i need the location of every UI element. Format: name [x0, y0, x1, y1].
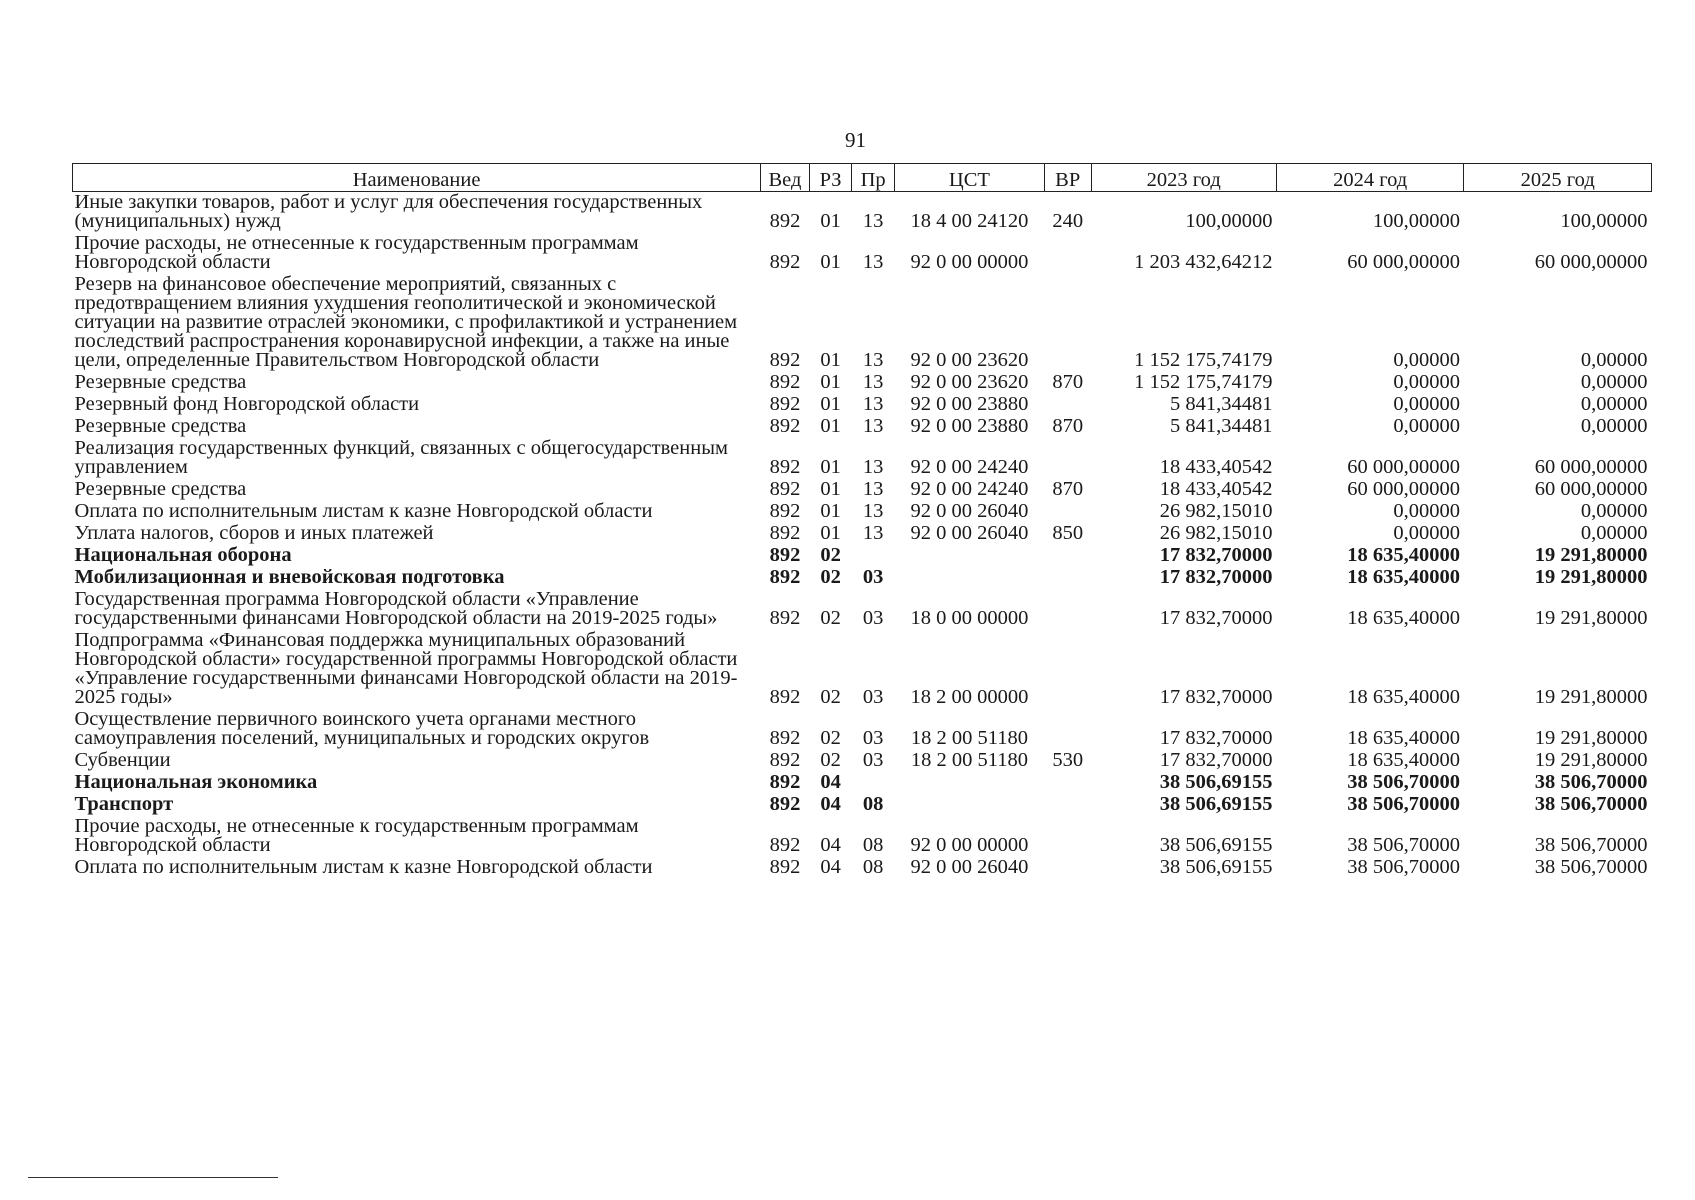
row-amount-2024: 18 635,40000 [1347, 607, 1460, 629]
row-cst: 92 0 00 26040 [910, 522, 1029, 544]
header-ved: Вед [761, 164, 810, 192]
row-amount-2023: 38 506,69155 [1159, 771, 1273, 793]
row-ved: 892 [769, 500, 801, 522]
row-amount-2024: 100,00000 [1372, 210, 1460, 232]
row-amount-2023: 17 832,70000 [1159, 727, 1273, 749]
row-vr: 870 [1052, 478, 1084, 500]
row-amount-2025: 19 291,80000 [1534, 686, 1648, 708]
row-name: Субвенции [74, 749, 171, 771]
row-amount-2024: 18 635,40000 [1347, 566, 1460, 588]
row-rz: 01 [820, 456, 841, 478]
page-number: 91 [845, 128, 866, 152]
row-rz: 02 [820, 607, 841, 629]
row-amount-2023: 38 506,69155 [1159, 856, 1273, 878]
row-amount-2025: 19 291,80000 [1534, 749, 1648, 771]
row-vr [1044, 567, 1091, 589]
row-pr: 13 [862, 251, 884, 273]
row-amount-2023: 1 152 175,74179 [1134, 349, 1273, 371]
row-amount-2025: 19 291,80000 [1534, 544, 1648, 566]
row-pr: 13 [862, 349, 884, 371]
row-cst [894, 794, 1044, 816]
table-row [73, 709, 1652, 750]
row-amount-2023: 26 982,15010 [1159, 522, 1273, 544]
row-vr [1044, 274, 1091, 372]
row-pr: 13 [862, 393, 884, 415]
table-row [73, 545, 1652, 567]
row-amount-2025: 38 506,70000 [1534, 771, 1648, 793]
row-amount-2023: 5 841,34481 [1169, 415, 1273, 437]
row-cst: 18 2 00 51180 [910, 727, 1028, 749]
table-row [73, 630, 1652, 709]
row-amount-2023: 38 506,69155 [1159, 834, 1273, 856]
row-rz: 04 [820, 771, 841, 793]
row-cst: 92 0 00 23620 [910, 349, 1029, 371]
row-amount-2024: 38 506,70000 [1347, 793, 1460, 815]
row-cst: 92 0 00 24240 [910, 456, 1029, 478]
row-vr [1044, 709, 1091, 750]
row-amount-2024: 18 635,40000 [1347, 544, 1460, 566]
row-vr: 870 [1052, 415, 1084, 437]
row-pr: 08 [862, 856, 884, 878]
row-name: Резервные средства [74, 371, 247, 393]
row-ved: 892 [769, 393, 801, 415]
table-row [73, 372, 1652, 394]
row-amount-2025: 0,00000 [1580, 349, 1648, 371]
row-ved: 892 [769, 456, 801, 478]
row-amount-2024: 38 506,70000 [1347, 771, 1460, 793]
row-vr: 530 [1052, 749, 1084, 771]
table-body [73, 192, 1652, 880]
row-cst: 92 0 00 23880 [910, 415, 1029, 437]
row-cst: 92 0 00 24240 [910, 478, 1029, 500]
row-rz: 01 [820, 415, 841, 437]
row-rz: 01 [820, 500, 841, 522]
row-name: Уплата налогов, сборов и иных платежей [74, 522, 434, 544]
row-pr [852, 772, 895, 794]
row-amount-2023: 17 832,70000 [1159, 544, 1273, 566]
row-ved: 892 [769, 834, 801, 856]
table-row [73, 233, 1652, 274]
row-vr: 850 [1052, 522, 1084, 544]
row-pr: 13 [862, 500, 884, 522]
row-ved: 892 [769, 371, 801, 393]
row-vr [1044, 438, 1091, 479]
row-rz: 01 [820, 371, 841, 393]
row-amount-2025: 19 291,80000 [1534, 727, 1648, 749]
row-pr: 03 [862, 566, 884, 588]
row-pr: 08 [862, 793, 884, 815]
row-rz: 01 [820, 349, 841, 371]
row-amount-2025: 0,00000 [1580, 522, 1648, 544]
row-vr [1044, 772, 1091, 794]
row-name: Оплата по исполнительным листам к казне Новгородской области [74, 500, 653, 522]
row-ved: 892 [769, 522, 801, 544]
row-amount-2023: 18 433,40542 [1159, 478, 1273, 500]
row-name: Прочие расходы, не отнесенные к государственным программам Новгородской области [74, 815, 639, 856]
row-cst: 92 0 00 00000 [910, 834, 1029, 856]
row-name: Реализация государственных функций, связанных с общегосударственным управлением [74, 437, 728, 478]
budget-table [72, 163, 1652, 879]
table-row [73, 567, 1652, 589]
row-amount-2024: 60 000,00000 [1347, 251, 1460, 273]
table-row [73, 857, 1652, 879]
row-ved: 892 [769, 771, 801, 793]
row-vr [1044, 394, 1091, 416]
row-cst: 92 0 00 26040 [910, 856, 1029, 878]
row-amount-2024: 0,00000 [1393, 522, 1460, 544]
row-amount-2025: 60 000,00000 [1534, 251, 1648, 273]
row-vr: 870 [1052, 371, 1084, 393]
table-row [73, 501, 1652, 523]
row-cst [894, 772, 1044, 794]
row-cst: 92 0 00 00000 [910, 251, 1029, 273]
row-amount-2024: 60 000,00000 [1347, 456, 1460, 478]
row-name: Подпрограмма «Финансовая поддержка муниципальных образований Новгородской области» государственной программы Новгородской области «Управление государственными финансами Новгородской области на 2019-2025 годы» [74, 629, 738, 708]
row-cst: 18 4 00 24120 [910, 210, 1029, 232]
row-amount-2024: 38 506,70000 [1347, 834, 1460, 856]
row-vr [1044, 545, 1091, 567]
row-amount-2024: 0,00000 [1393, 500, 1460, 522]
row-vr [1044, 589, 1091, 630]
row-amount-2025: 60 000,00000 [1534, 456, 1648, 478]
row-name: Национальная экономика [74, 771, 318, 793]
row-name: Мобилизационная и вневойсковая подготовка [74, 566, 505, 588]
row-amount-2025: 19 291,80000 [1534, 566, 1648, 588]
row-pr: 13 [862, 478, 884, 500]
row-rz: 02 [820, 544, 841, 566]
row-name: Транспорт [74, 793, 174, 815]
row-ved: 892 [769, 607, 801, 629]
row-cst: 18 2 00 00000 [910, 686, 1029, 708]
table-row [73, 750, 1652, 772]
row-amount-2023: 17 832,70000 [1159, 566, 1273, 588]
row-amount-2025: 0,00000 [1580, 371, 1648, 393]
row-pr [852, 545, 895, 567]
table-header-row [73, 164, 1652, 192]
row-ved: 892 [769, 478, 801, 500]
row-amount-2024: 18 635,40000 [1347, 749, 1460, 771]
row-amount-2024: 60 000,00000 [1347, 478, 1460, 500]
row-amount-2024: 18 635,40000 [1347, 727, 1460, 749]
row-vr [1044, 233, 1091, 274]
row-ved: 892 [769, 415, 801, 437]
row-rz: 01 [820, 478, 841, 500]
row-cst [894, 567, 1044, 589]
row-ved: 892 [769, 793, 801, 815]
row-name: Резервный фонд Новгородской области [74, 393, 420, 415]
row-rz: 02 [820, 727, 841, 749]
row-cst: 92 0 00 23620 [910, 371, 1029, 393]
row-pr: 13 [862, 210, 884, 232]
row-name: Прочие расходы, не отнесенные к государственным программам Новгородской области [74, 232, 639, 273]
row-amount-2023: 100,00000 [1185, 210, 1273, 232]
row-cst: 18 2 00 51180 [910, 749, 1028, 771]
row-ved: 892 [769, 856, 801, 878]
row-cst: 92 0 00 26040 [910, 500, 1029, 522]
row-pr: 03 [862, 607, 884, 629]
row-name: Осуществление первичного воинского учета органами местного самоуправления поселений, муниципальных и городских округов [74, 708, 650, 749]
table-row [73, 274, 1652, 372]
row-pr: 13 [862, 371, 884, 393]
row-vr [1044, 816, 1091, 857]
table-row [73, 416, 1652, 438]
row-ved: 892 [769, 749, 801, 771]
row-pr: 03 [862, 727, 884, 749]
row-ved: 892 [769, 251, 801, 273]
row-name: Иные закупки товаров, работ и услуг для обеспечения государственных (муниципальных) нужд [74, 191, 703, 232]
row-amount-2023: 1 152 175,74179 [1134, 371, 1273, 393]
row-name: Государственная программа Новгородской области «Управление государственными финансами Новгородской области на 2019-2025 годы» [74, 588, 718, 629]
table-row [73, 394, 1652, 416]
table-row [73, 479, 1652, 501]
row-ved: 892 [769, 349, 801, 371]
row-pr: 08 [862, 834, 884, 856]
row-amount-2025: 19 291,80000 [1534, 607, 1648, 629]
row-vr [1044, 501, 1091, 523]
header-rz: РЗ [809, 164, 852, 192]
row-amount-2025: 0,00000 [1580, 393, 1648, 415]
row-cst [894, 545, 1044, 567]
row-amount-2025: 0,00000 [1580, 415, 1648, 437]
row-amount-2023: 17 832,70000 [1159, 607, 1273, 629]
row-amount-2024: 0,00000 [1393, 349, 1460, 371]
row-pr: 13 [862, 522, 884, 544]
row-rz: 04 [820, 793, 841, 815]
row-amount-2024: 38 506,70000 [1347, 856, 1460, 878]
table-row [73, 438, 1652, 479]
row-amount-2023: 5 841,34481 [1169, 393, 1273, 415]
row-amount-2024: 0,00000 [1393, 393, 1460, 415]
row-amount-2025: 100,00000 [1560, 210, 1648, 232]
row-vr: 240 [1052, 210, 1084, 232]
header-pr: Пр [852, 164, 895, 192]
row-vr [1044, 857, 1091, 879]
row-cst: 92 0 00 23880 [910, 393, 1029, 415]
row-rz: 01 [820, 251, 841, 273]
header-name: Наименование [73, 164, 761, 192]
row-rz: 04 [820, 856, 841, 878]
row-ved: 892 [769, 566, 801, 588]
table-row [73, 794, 1652, 816]
table-row [73, 816, 1652, 857]
row-amount-2023: 38 506,69155 [1159, 793, 1273, 815]
row-amount-2023: 26 982,15010 [1159, 500, 1273, 522]
row-rz: 02 [820, 686, 841, 708]
row-amount-2025: 38 506,70000 [1534, 793, 1648, 815]
row-amount-2023: 1 203 432,64212 [1134, 251, 1273, 273]
header-vr: ВР [1044, 164, 1091, 192]
row-rz: 01 [820, 210, 841, 232]
row-name: Резервные средства [74, 415, 247, 437]
table-row [73, 192, 1652, 234]
row-name: Резерв на финансовое обеспечение мероприятий, связанных с предотвращением влияния ухудшения геополитической и экономической ситуации на развитие отраслей экономики, с профилактикой и устранением последствий распространения коронавирусной инфекции, а также на иные цели, определенные Правительством Новгородской области [74, 273, 738, 371]
row-pr: 13 [862, 456, 884, 478]
footer-divider [28, 1177, 278, 1178]
table-row [73, 523, 1652, 545]
row-ved: 892 [769, 727, 801, 749]
row-amount-2025: 38 506,70000 [1534, 856, 1648, 878]
row-pr: 03 [862, 686, 884, 708]
row-vr [1044, 794, 1091, 816]
row-cst: 18 0 00 00000 [910, 607, 1029, 629]
row-amount-2024: 0,00000 [1393, 415, 1460, 437]
row-ved: 892 [769, 210, 801, 232]
row-pr: 13 [862, 415, 884, 437]
row-amount-2023: 18 433,40542 [1159, 456, 1273, 478]
header-2024: 2024 год [1276, 164, 1463, 192]
row-rz: 02 [820, 749, 841, 771]
row-ved: 892 [769, 544, 801, 566]
row-amount-2023: 17 832,70000 [1159, 749, 1273, 771]
row-pr: 03 [862, 749, 884, 771]
row-rz: 04 [820, 834, 841, 856]
row-amount-2025: 38 506,70000 [1534, 834, 1648, 856]
row-vr [1044, 630, 1091, 709]
row-amount-2024: 0,00000 [1393, 371, 1460, 393]
row-name: Национальная оборона [74, 544, 292, 566]
header-cst: ЦСТ [894, 164, 1044, 192]
row-amount-2025: 60 000,00000 [1534, 478, 1648, 500]
header-2023: 2023 год [1091, 164, 1276, 192]
row-amount-2023: 17 832,70000 [1159, 686, 1273, 708]
row-rz: 02 [820, 566, 841, 588]
table-row [73, 589, 1652, 630]
table-row [73, 772, 1652, 794]
row-ved: 892 [769, 686, 801, 708]
row-amount-2024: 18 635,40000 [1347, 686, 1460, 708]
row-name: Оплата по исполнительным листам к казне Новгородской области [74, 856, 653, 878]
row-amount-2025: 0,00000 [1580, 500, 1648, 522]
header-2025: 2025 год [1464, 164, 1652, 192]
row-rz: 01 [820, 393, 841, 415]
row-name: Резервные средства [74, 478, 247, 500]
row-rz: 01 [820, 522, 841, 544]
